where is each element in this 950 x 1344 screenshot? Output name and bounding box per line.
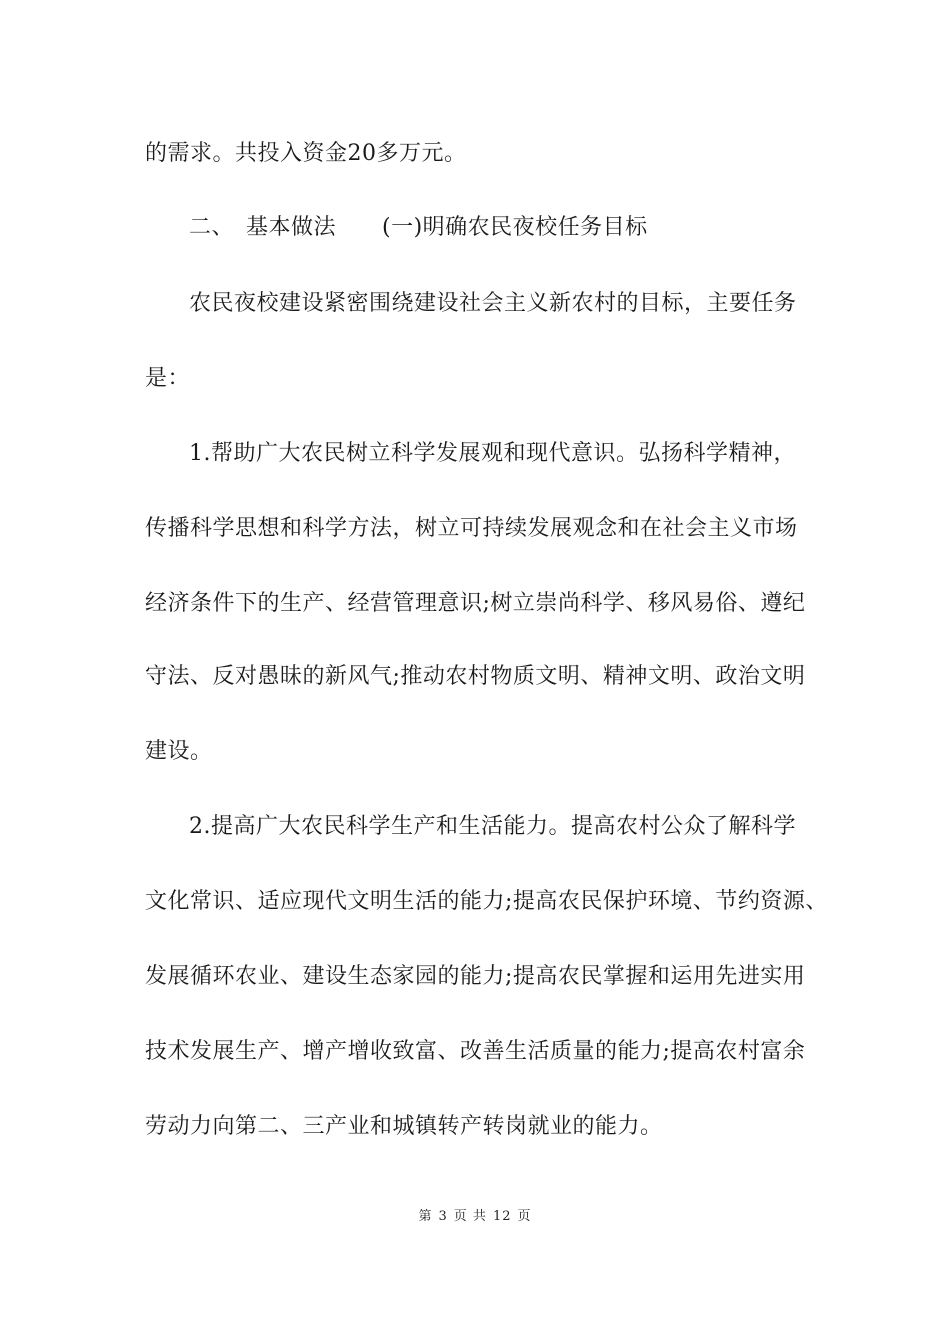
paragraph-line: 文化常识、适应现代文明生活的能力;提高农民保护环境、节约资源、 <box>145 889 828 914</box>
paragraph-line: 劳动力向第二、三产业和城镇转产转岗就业的能力。 <box>145 1114 663 1139</box>
paragraph-line: 守法、反对愚昧的新风气;推动农村物质文明、精神文明、政治文明 <box>145 664 806 689</box>
paragraph-line: 2.提高广大农民科学生产和生活能力。提高农村公众了解科学 <box>189 814 796 839</box>
page-total-number: 12 <box>492 1209 512 1224</box>
paragraph-line: 是： <box>145 366 191 391</box>
paragraph-line: 农民夜校建设紧密围绕建设社会主义新农村的目标，主要任务 <box>189 291 797 316</box>
section-title: 基本做法 <box>246 215 337 240</box>
subsection-title: (一)明确农民夜校任务目标 <box>382 215 648 240</box>
page-footer-middle: 页 共 <box>453 1209 487 1224</box>
paragraph-line: 经济条件下的生产、经营管理意识;树立崇尚科学、移风易俗、遵纪 <box>145 591 806 616</box>
paragraph-line: 的需求。共投入资金20多万元。 <box>145 141 467 166</box>
page-footer <box>0 1208 950 1226</box>
paragraph-line: 建设。 <box>145 739 213 764</box>
page-footer-prefix: 第 <box>418 1209 433 1224</box>
paragraph-line: 发展循环农业、建设生态家园的能力;提高农民掌握和运用先进实用 <box>145 964 806 989</box>
page-current-number: 3 <box>438 1209 448 1224</box>
paragraph-line: 传播科学思想和科学方法，树立可持续发展观念和在社会主义市场 <box>145 516 798 541</box>
paragraph-line: 技术发展生产、增产增收致富、改善生活质量的能力;提高农村富余 <box>145 1039 806 1064</box>
section-number: 二、 <box>189 215 235 240</box>
page-footer-suffix: 页 <box>517 1209 532 1224</box>
paragraph-line: 1.帮助广大农民树立科学发展观和现代意识。弘扬科学精神， <box>189 441 796 466</box>
